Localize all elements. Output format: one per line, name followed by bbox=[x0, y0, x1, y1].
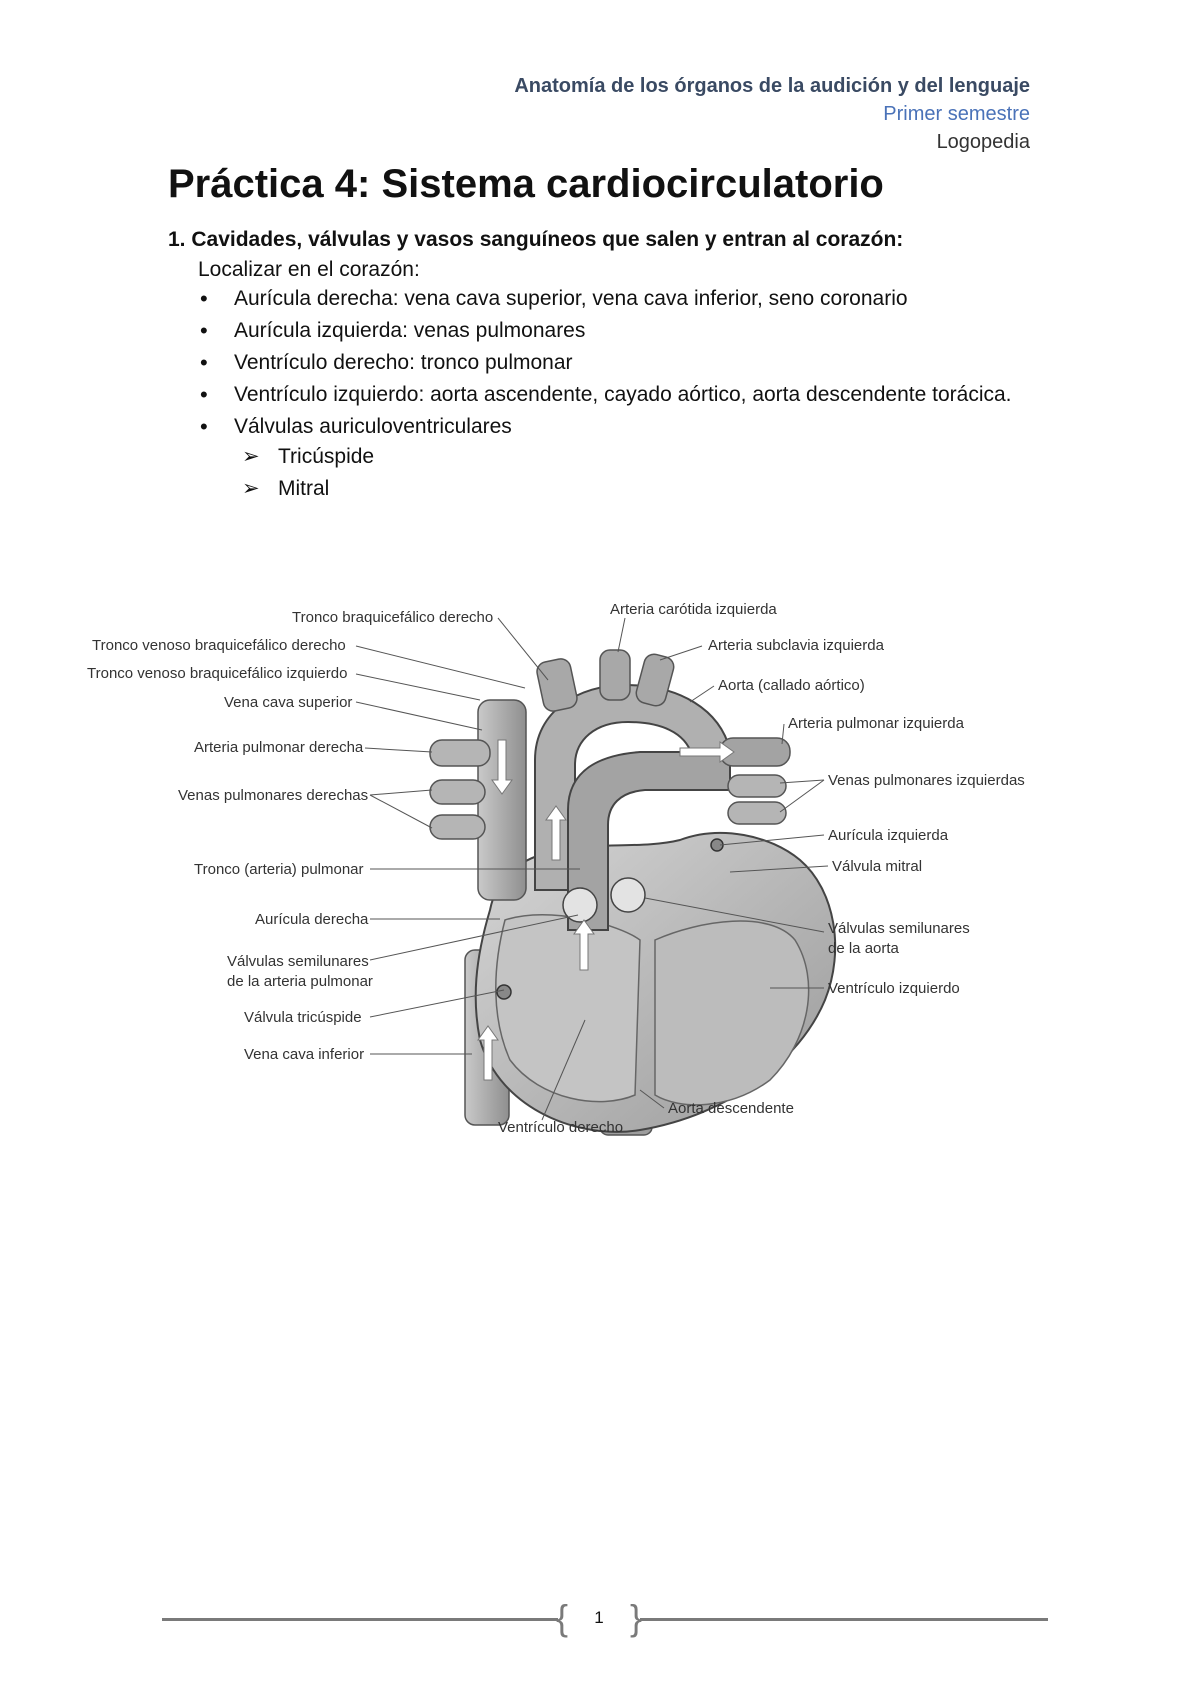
label-vena-cava-inferior: Vena cava inferior bbox=[244, 1046, 365, 1063]
page-title: Práctica 4: Sistema cardiocirculatorio bbox=[168, 162, 884, 206]
bullet-icon: • bbox=[200, 414, 208, 439]
list-item bbox=[198, 286, 1038, 312]
label-valvulas-semilunares-aorta: Válvulas semilunares bbox=[828, 920, 970, 937]
label-valvula-tricuspide: Válvula tricúspide bbox=[244, 1009, 362, 1026]
label-arteria-pulmonar-izquierda: Arteria pulmonar izquierda bbox=[788, 715, 964, 732]
label-venas-pulmonares-derechas: Venas pulmonares derechas bbox=[178, 787, 369, 804]
bullet-list bbox=[168, 286, 1038, 502]
list-item-text: Válvulas auriculoventriculares bbox=[234, 415, 512, 438]
page-number-box bbox=[556, 1598, 642, 1640]
list-item-text: Aurícula izquierda: venas pulmonares bbox=[234, 319, 586, 342]
arrow-bullet-icon: ➢ bbox=[242, 445, 260, 468]
section-1 bbox=[168, 228, 1038, 508]
label-tronco-venoso-braquicefalico-derecho: Tronco venoso braquicefálico derecho bbox=[92, 637, 346, 654]
heart-diagram bbox=[80, 601, 1140, 1250]
list-item bbox=[198, 318, 1038, 344]
semester: Primer semestre bbox=[883, 103, 1030, 125]
list-item bbox=[198, 382, 1038, 408]
label-valvulas-semilunares-pulmonar-2: de la arteria pulmonar bbox=[227, 973, 373, 990]
right-brace-icon: } bbox=[629, 1597, 642, 1638]
label-tronco-braquicefalico-derecho: Tronco braquicefálico derecho bbox=[292, 609, 494, 626]
label-auricula-derecha: Aurícula derecha bbox=[255, 911, 369, 928]
left-brace-icon: { bbox=[556, 1597, 569, 1638]
label-arteria-subclavia-izquierda: Arteria subclavia izquierda bbox=[708, 637, 884, 654]
list-item-text: Ventrículo izquierdo: aorta ascendente, cayado aórtico, aorta descendente torácica. bbox=[234, 383, 1012, 406]
degree: Logopedia bbox=[936, 131, 1030, 153]
label-ventriculo-derecho: Ventrículo derecho bbox=[498, 1119, 624, 1136]
course-name: Anatomía de los órganos de la audición y del lenguaje bbox=[514, 75, 1030, 97]
list-item-text: Aurícula derecha: vena cava superior, vena cava inferior, seno coronario bbox=[234, 287, 908, 310]
label-vena-cava-superior: Vena cava superior bbox=[224, 694, 353, 711]
label-ventriculo-izquierdo: Ventrículo izquierdo bbox=[828, 980, 960, 997]
arrow-bullet-icon: ➢ bbox=[242, 477, 260, 500]
label-tronco-pulmonar: Tronco (arteria) pulmonar bbox=[194, 861, 364, 878]
bullet-icon: • bbox=[200, 286, 208, 311]
bullet-icon: • bbox=[200, 350, 208, 375]
heart-illustration bbox=[430, 650, 835, 1135]
sub-list bbox=[234, 444, 1038, 502]
label-valvula-mitral: Válvula mitral bbox=[832, 858, 923, 875]
list-item bbox=[198, 350, 1038, 376]
label-auricula-izquierda: Aurícula izquierda bbox=[828, 827, 949, 844]
label-valvulas-semilunares-pulmonar: Válvulas semilunares bbox=[227, 953, 369, 970]
label-arteria-pulmonar-derecha: Arteria pulmonar derecha bbox=[194, 739, 364, 756]
page-header bbox=[514, 72, 1030, 156]
label-aorta-descendente: Aorta descendente bbox=[668, 1100, 794, 1117]
sub-list-item bbox=[242, 476, 1038, 502]
label-venas-pulmonares-izquierdas: Venas pulmonares izquierdas bbox=[828, 772, 1025, 789]
list-item-text: Ventrículo derecho: tronco pulmonar bbox=[234, 351, 573, 374]
footer-divider-right bbox=[640, 1618, 1048, 1621]
sub-item-text: Mitral bbox=[278, 477, 330, 500]
sub-list-item bbox=[242, 444, 1038, 470]
footer-divider-left bbox=[162, 1618, 558, 1621]
label-tronco-venoso-braquicefalico-izquierdo: Tronco venoso braquicefálico izquierdo bbox=[87, 665, 348, 682]
label-valvulas-semilunares-aorta-2: de la aorta bbox=[828, 940, 899, 957]
label-arteria-carotida-izquierda: Arteria carótida izquierda bbox=[610, 601, 777, 618]
label-aorta-callado: Aorta (callado aórtico) bbox=[718, 677, 865, 694]
page-number: 1 bbox=[594, 1608, 604, 1627]
list-item bbox=[198, 414, 1038, 502]
bullet-icon: • bbox=[200, 382, 208, 407]
sub-item-text: Tricúspide bbox=[278, 445, 375, 468]
section-intro: Localizar en el corazón: bbox=[198, 258, 420, 281]
bullet-icon: • bbox=[200, 318, 208, 343]
section-heading: 1. Cavidades, válvulas y vasos sanguíneos que salen y entran al corazón: bbox=[168, 228, 904, 251]
